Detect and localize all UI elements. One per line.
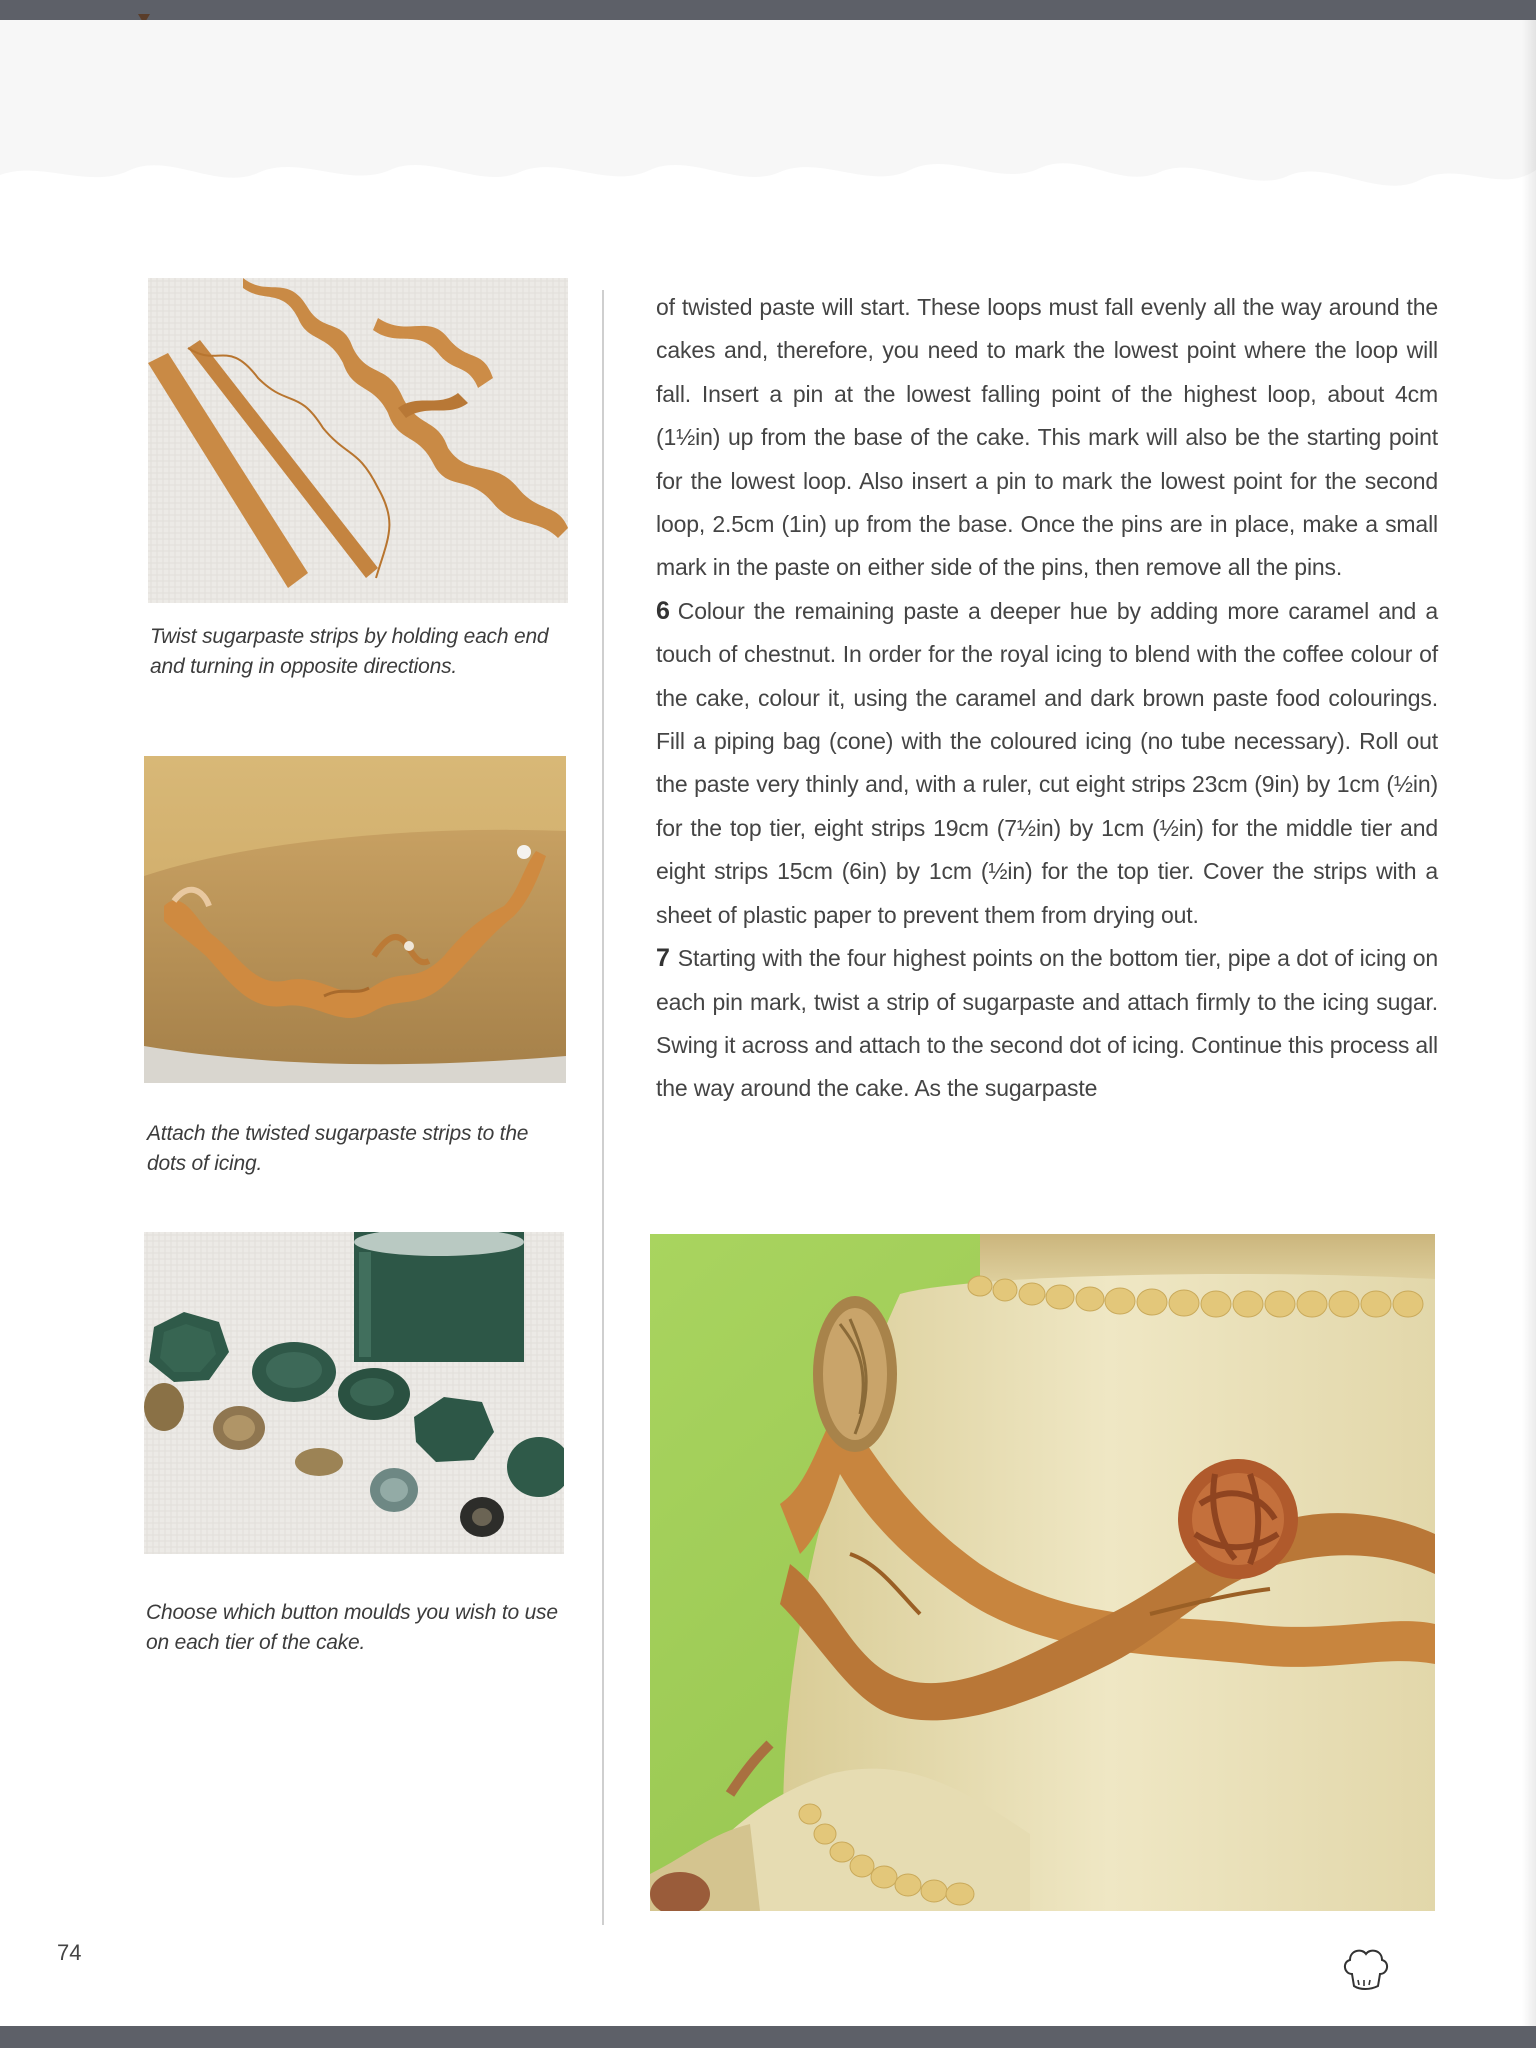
instructions-body: [656, 286, 1438, 1111]
step-number-7: 7: [656, 944, 670, 973]
button-moulds-photo: [144, 1232, 564, 1554]
strips-on-cake-photo: [144, 756, 566, 1083]
caption-twist-strips: Twist sugarpaste strips by holding each end and turning in opposite directions.: [150, 625, 549, 678]
window-top-bar: [0, 0, 1536, 20]
page-edge-shadow: [1522, 20, 1536, 2026]
caption-button-moulds: Choose which button moulds you wish to use on each tier of the cake.: [146, 1601, 558, 1654]
window-bottom-bar: [0, 2026, 1536, 2048]
step-number-6: 6: [656, 596, 670, 625]
chef-hat-icon: [1340, 1944, 1390, 1992]
paragraph-intro: of twisted paste will start. These loops must fall evenly all the way around the cakes and, therefore, you need to mark the lowest point where the loop will fall. Insert a pin at the lowest falling point of the highest loop, about 4cm (1½in) up from the base of the cake. This mark will also be the starting point for the lowest loop. Also insert a pin to mark the lowest point for the second loop, 2.5cm (1in) up from the base. Once the pins are in place, make a small mark in the paste on either side of the pins, then remove all the pins.: [656, 294, 1438, 581]
twisted-strips-photo: [148, 278, 568, 603]
page-number: 74: [57, 1940, 82, 1965]
paragraph-step-6: [656, 590, 1438, 937]
finished-cake-detail-photo: [650, 1234, 1435, 1911]
step-6-text: Colour the remaining paste a deeper hue by adding more caramel and a touch of chestnut. In order for the royal icing to blend with the coffee colour of the cake, colour it, using the caramel and dark brown paste food colourings. Fill a piping bag (cone) with the coloured icing (no tube necessary). Roll out the paste very thinly and, with a ruler, cut eight strips 23cm (9in) by 1cm (½in) for the top tier, eight strips 19cm (7½in) by 1cm (½in) for the middle tier and eight strips 15cm (6in) by 1cm (½in) for the top tier. Cover the strips with a sheet of plastic paper to prevent them from drying out.: [656, 597, 1438, 928]
book-page: [0, 20, 1536, 2026]
paragraph-step-7: [656, 937, 1438, 1111]
column-divider: [602, 290, 604, 1925]
header-cloud-band: [0, 20, 1536, 190]
step-7-text: Starting with the four highest points on the bottom tier, pipe a dot of icing on each pin mark, twist a strip of sugarpaste and attach firmly to the icing sugar. Swing it across and attach to the second dot of icing. Continue this process all the way around the cake. As the sugarpaste: [656, 945, 1438, 1102]
caption-attach-strips: Attach the twisted sugarpaste strips to the dots of icing.: [147, 1122, 529, 1175]
